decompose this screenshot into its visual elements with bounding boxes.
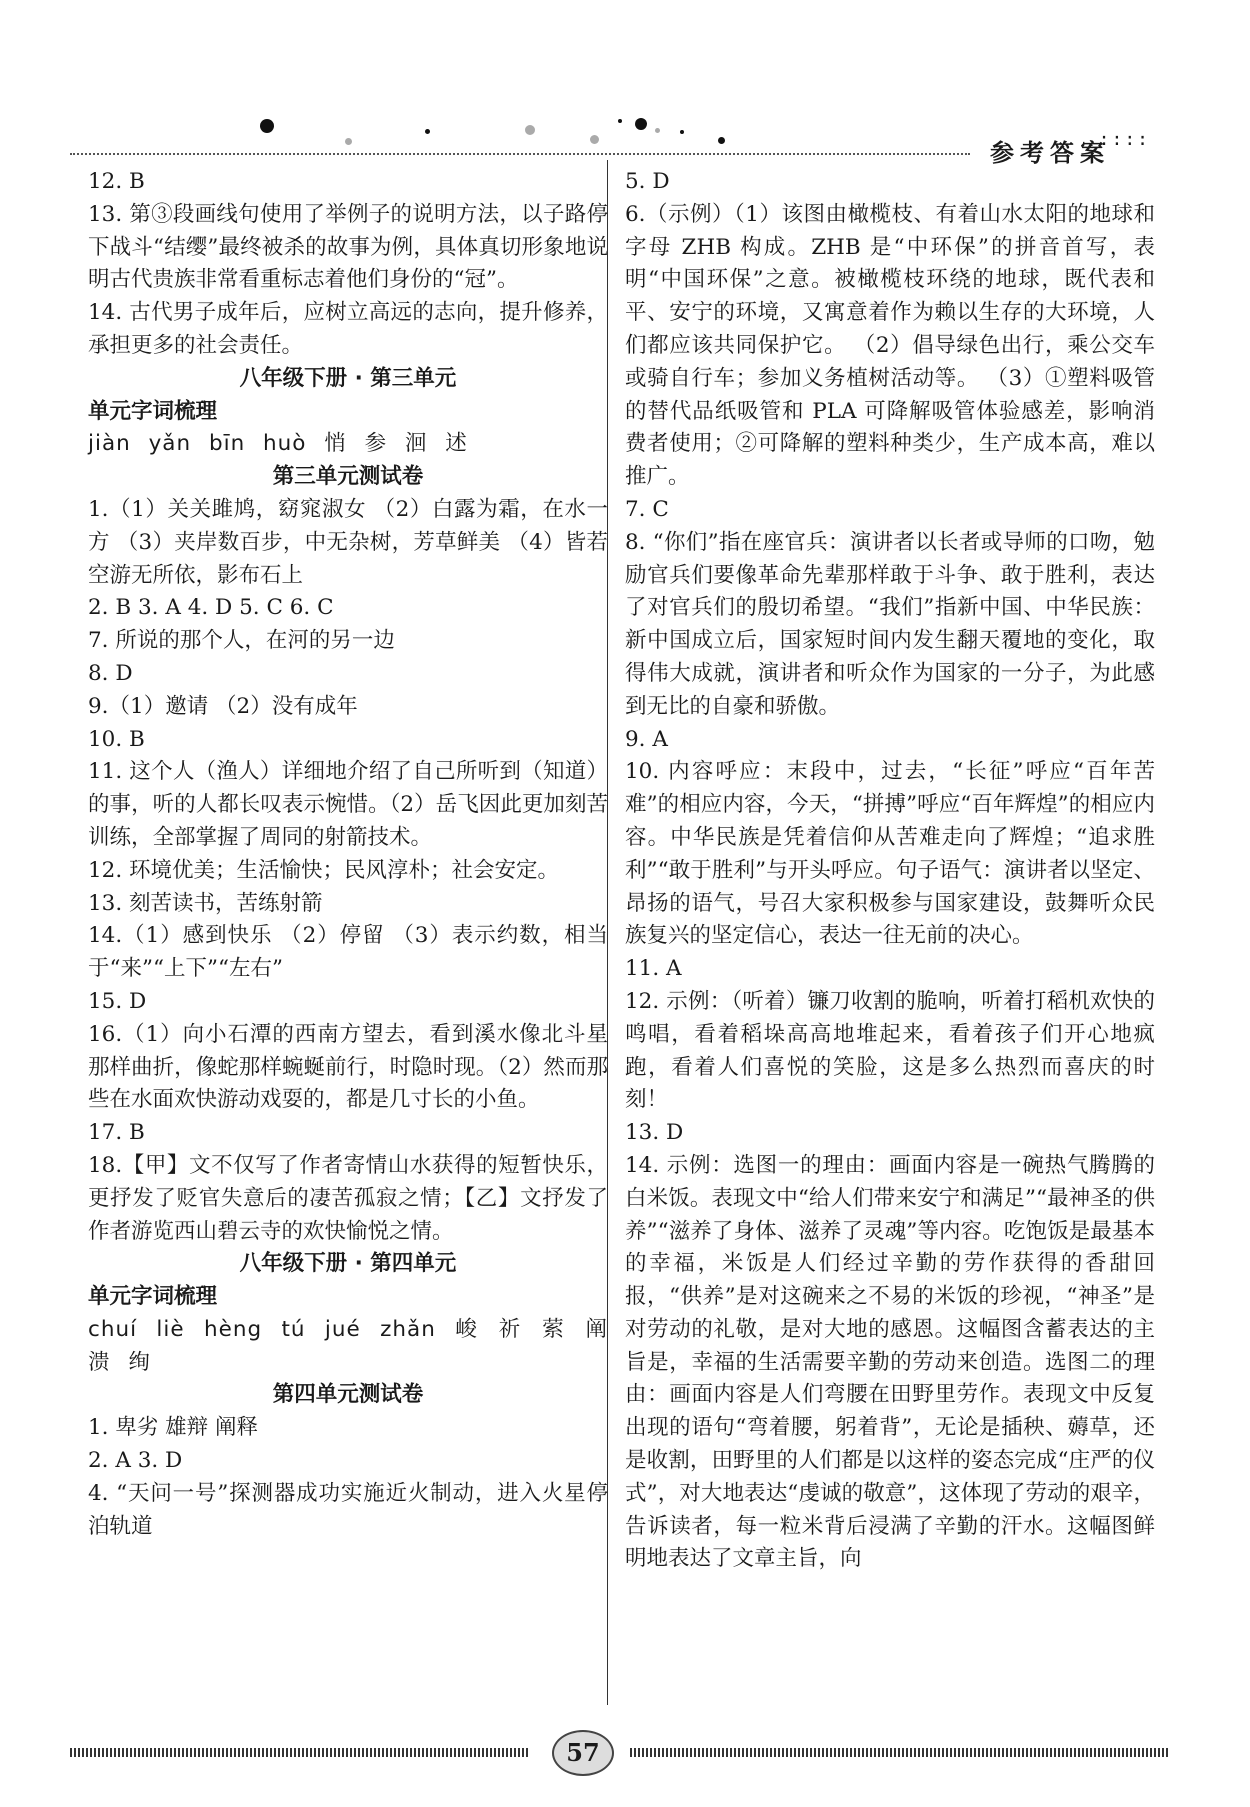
pinyin-line: jiàn yǎn bīn huò 悄 参 洄 述	[88, 431, 468, 457]
answer-item: 10. B	[88, 726, 145, 752]
page-footer	[70, 1730, 1170, 1774]
answer-item: 8. “你们”指在座官兵：演讲者以长者或导师的口吻，勉励官兵们要像革命先辈那样敢于斗争、敢于胜利，表达了对官兵们的殷切希望。“我们”指新中国、中华民族：新中国成立后，国家短时间内发生翻天覆地的变化，取得伟大成就，演讲者和听众作为国家的一分子，为此感到无比的自豪和骄傲。	[625, 529, 1155, 719]
test-heading: 第四单元测试卷	[272, 1382, 424, 1408]
answer-item: 1.（1）关关雎鸠，窈窕淑女 （2）白露为霜，在水一方 （3）夹岸数百步，中无杂树，芳草鲜美 （4）皆若空游无所依，影布石上	[88, 496, 608, 588]
answer-item: 4. “天问一号”探测器成功实施近火制动，进入火星停泊轨道	[88, 1480, 608, 1539]
decor-dot	[655, 128, 660, 133]
decor-dot	[590, 135, 599, 144]
answer-item: 1. 卑劣 雄辩 阐释	[88, 1415, 259, 1441]
answer-item: 17. B	[88, 1120, 145, 1146]
answer-item: 8. D	[88, 660, 133, 686]
decor-dot	[718, 137, 725, 144]
decor-dot	[680, 130, 684, 134]
answer-item: 13. 刻苦读书，苦练射箭	[88, 890, 323, 916]
answer-item: 6.（示例）（1）该图由橄榄枝、有着山水太阳的地球和字母 ZHB 构成。ZHB 是“中环保”的拼音首写，表明“中国环保”之意。被橄榄枝环绕的地球，既代表和平、安宁的环境，又寓意着作为赖以生存的大环境，人们都应该共同保护它。 （2）倡导绿色出行，乘公交车或骑自行车；参加义务植树活动等。 （3）①塑料吸管的替代品纸吸管和 PLA 可降解吸管体验感差，影响消费者使用；②可降解的塑料种类少，生产成本高，难以推广。	[625, 201, 1155, 490]
answer-item: 14.（1）感到快乐 （2）停留 （3）表示约数，相当于“来”“上下”“左右”	[88, 923, 608, 982]
decor-dot	[345, 138, 352, 145]
answer-item: 9.（1）邀请 （2）没有成年	[88, 693, 358, 719]
subsection-heading: 单元字词梳理	[88, 398, 218, 424]
decor-dot	[260, 119, 274, 133]
answer-item: 12. B	[88, 169, 145, 194]
right-column	[625, 166, 1155, 1576]
footer-hatch-left	[70, 1748, 530, 1757]
answer-item: 13. D	[625, 1120, 684, 1146]
decor-dot	[618, 119, 622, 123]
page-number: 57	[552, 1730, 614, 1776]
footer-hatch-right	[630, 1748, 1170, 1757]
section-heading: 八年级下册 · 第四单元	[239, 1251, 457, 1277]
answer-item: 11. A	[625, 956, 682, 982]
answer-item: 5. D	[625, 169, 670, 194]
answer-item: 2. A 3. D	[88, 1448, 183, 1474]
header-dotted-line	[70, 153, 970, 155]
header-title: 参考答案	[990, 139, 1110, 167]
answer-item: 9. A	[625, 726, 668, 752]
answer-item: 12. 示例：（听着）镰刀收割的脆响，听着打稻机欢快的鸣唱，看着稻垛高高地堆起来，看着孩子们开心地疯跑，看着人们喜悦的笑脸，这是多么热烈而喜庆的时刻！	[625, 988, 1155, 1113]
header-dots: ::::	[1098, 129, 1150, 150]
decor-dot	[425, 129, 430, 134]
answer-item: 14. 古代男子成年后，应树立高远的志向，提升修养，承担更多的社会责任。	[88, 300, 608, 358]
test-heading: 第三单元测试卷	[272, 464, 424, 490]
answer-item: 15. D	[88, 988, 147, 1014]
section-heading: 八年级下册 · 第三单元	[239, 365, 457, 391]
answer-item: 13. 第③段画线句使用了举例子的说明方法，以子路停下战斗“结缨”最终被杀的故事为例，具体真切形象地说明古代贵族非常看重标志着他们身份的“冠”。	[88, 201, 608, 293]
answer-item: 11. 这个人（渔人）详细地介绍了自己所听到（知道）的事，听的人都长叹表示惋惜。（2）岳飞因此更加刻苦训练，全部掌握了周同的射箭技术。	[88, 759, 608, 850]
answer-item: 7. C	[625, 496, 669, 522]
answer-item: 16.（1）向小石潭的西南方望去，看到溪水像北斗星那样曲折，像蛇那样蜿蜒前行，时隐时现。（2）然而那些在水面欢快游动戏耍的，都是几寸长的小鱼。	[88, 1021, 608, 1113]
answer-item: 14. 示例：选图一的理由：画面内容是一碗热气腾腾的白米饭。表现文中“给人们带来安宁和满足”“最神圣的供养”“滋养了身体、滋养了灵魂”等内容。吃饱饭是最基本的幸福，米饭是人们经过辛勤的劳作获得的香甜回报，“供养”是对这碗来之不易的米饭的珍视，“神圣”是对劳动的礼敬，是对大地的感恩。这幅图含蓄表达的主旨是，幸福的生活需要辛勤的劳动来创造。选图二的理由：画面内容是人们弯腰在田野里劳作。表现文中反复出现的语句“弯着腰，躬着背”，无论是插秧、薅草，还是收割，田野里的人们都是以这样的姿态完成“庄严的仪式”，对大地表达“虔诚的敬意”，这体现了劳动的艰辛，告诉读者，每一粒米背后浸满了辛勤的汗水。这幅图鲜明地表达了文章主旨，向	[625, 1152, 1155, 1572]
answer-item: 2. B 3. A 4. D 5. C 6. C	[88, 595, 334, 621]
answer-item: 10. 内容呼应：末段中，过去，“长征”呼应“百年苦难”的相应内容，今天，“拼搏”呼应“百年辉煌”的相应内容。中华民族是凭着信仰从苦难走向了辉煌；“追求胜利”“敢于胜利”与开头呼应。句子语气：演讲者以坚定、昂扬的语气，号召大家积极参与国家建设，鼓舞听众民族复兴的坚定信心，表达一往无前的决心。	[625, 759, 1155, 949]
pinyin-line: chuí liè hèng tú jué zhǎn 峻 祈 萦 阐 溃 绚	[88, 1316, 608, 1375]
answer-item: 12. 环境优美；生活愉快；民风淳朴；社会安定。	[88, 857, 560, 883]
answer-item: 18.【甲】文不仅写了作者寄情山水获得的短暂快乐，更抒发了贬官失意后的凄苦孤寂之情；【乙】文抒发了作者游览西山碧云寺的欢快愉悦之情。	[88, 1152, 608, 1244]
answer-item: 7. 所说的那个人，在河的另一边	[88, 628, 395, 654]
decor-dot	[525, 125, 535, 135]
left-column	[88, 166, 608, 1543]
page-header	[70, 115, 1150, 165]
subsection-heading: 单元字词梳理	[88, 1284, 218, 1310]
decor-dot	[635, 118, 647, 130]
